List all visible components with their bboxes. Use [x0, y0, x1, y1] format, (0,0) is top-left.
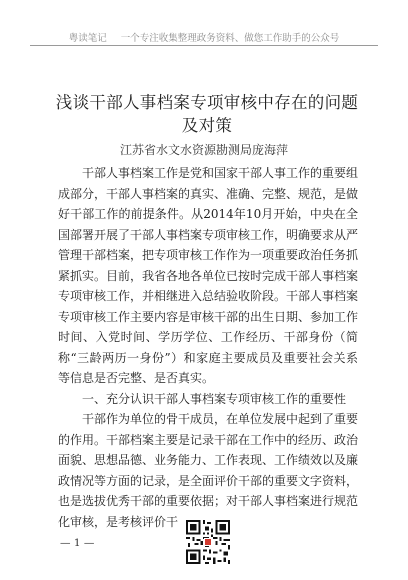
page-header — [30, 30, 378, 44]
header-rule — [30, 45, 378, 46]
document-title: 浅谈干部人事档案专项审核中存在的问题及对策 — [55, 93, 359, 135]
header-slogan: 一个专注收集整理政务资料、做您工作助手的公众号 — [120, 33, 340, 44]
qr-code-image — [186, 520, 230, 564]
body-paragraph: 干部人事档案工作是党和国家干部人事工作的重要组成部分，干部人事档案的真实、准确、完整、规范，是做好干部工作的前提条件。从2014年10月开始，中央在全国部署开展了干部人事档案专项审核工作，明确要求从严管理干部档案，把专项审核工作作为一项重要政治任务抓紧抓实。目前，我省各地各单位已按时完成干部人事档案专项审核工作，并相继进入总结验收阶段。干部人事档案专项审核工作主要内容是审核干部的出生日期、参加工作时间、入党时间、学历学位、工作经历、干部身份（简称“三龄两历一身份”）和家庭主要成员及重要社会关系等信息是否完整、是否真实。 — [58, 166, 359, 385]
body-paragraph: 干部作为单位的骨干成员，在单位发展中起到了重要的作用。干部档案主要是记录干部在工作中的经历、政治面貌、思想品德、业务能力、工作表现、工作绩效以及廉政情况等方面的记录，是全面评价干部的重要文字资料，也是选拔优秀干部的重要依据；对干部人事档案进行规范化审核，是考核评价干 — [58, 412, 359, 529]
section-heading: 一、充分认识干部人事档案专项审核工作的重要性 — [82, 391, 347, 406]
document-body — [58, 163, 358, 532]
header-account-name: 粤读笔记 — [68, 33, 107, 44]
page-number: — 1 — — [60, 537, 95, 549]
author-line: 江苏省水文水资源勘测局庞海萍 — [119, 143, 288, 157]
